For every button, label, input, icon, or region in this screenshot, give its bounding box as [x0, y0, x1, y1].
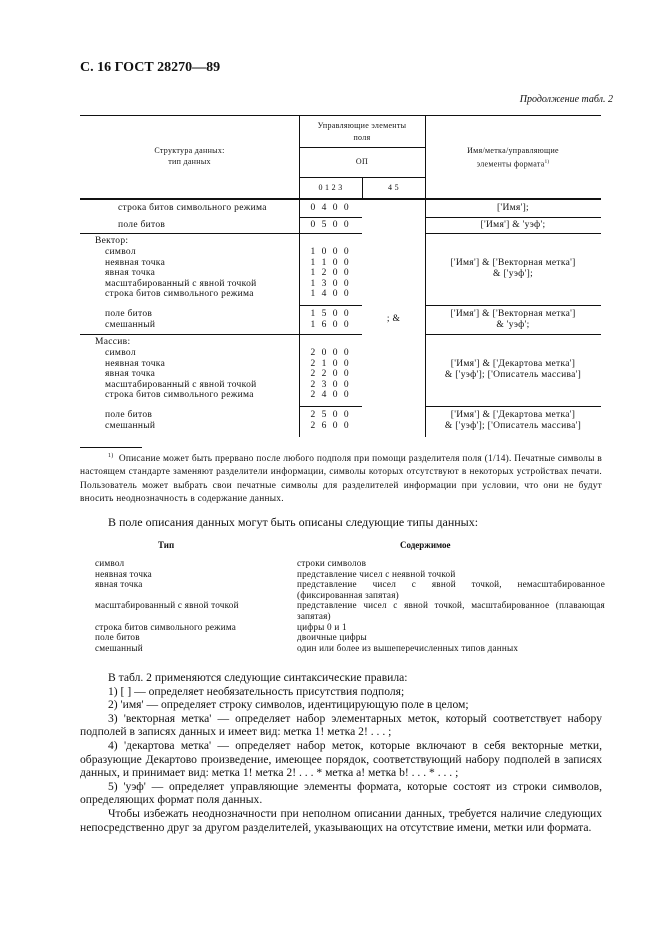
row-rule: [425, 406, 601, 407]
array-types-1: символ неявная точка явная точка масштабированный с явной точкой строка битов символьного режима: [105, 348, 257, 401]
array-codes-2: 2 5 0 0 2 6 0 0: [310, 410, 351, 431]
rule-item: 2) 'имя' — определяет строку символов, идентицирующую поле в целом;: [108, 698, 469, 712]
rule-item: 4) 'декартова метка' — определяет набор меток, которые включают в себя векторные метки, образующие Декартово произведение, имеющее порядок, соответствующий набору подполей в записях данных, и принимает вид: метка 1! метка 2! . . . * метка а! метка b! . . . * . . . ;: [80, 738, 602, 780]
vector-format-2: ['Имя'] & ['Векторная метка'] & 'уэф';: [450, 309, 576, 330]
types-row: смешанный один или более из вышеперечисленных типов данных: [95, 642, 519, 653]
page-header: С. 16 ГОСТ 28270—89: [80, 60, 221, 75]
row-format: ['Имя'] & 'уэф';: [480, 220, 546, 230]
types-row: символ строки символов: [95, 558, 367, 568]
array-format-2: ['Имя'] & ['Декартова метка'] & ['уэф']; ['Описатель массива']: [444, 410, 582, 431]
header-field-controls: Управляющие элементы поля: [317, 121, 407, 142]
header-op: ОП: [355, 157, 369, 166]
types-row: масштабированный с явной точкой представление чисел с явной точкой, масштабированное (плавающая запятая): [95, 600, 605, 621]
vector-codes-2: 1 5 0 0 1 6 0 0: [310, 309, 351, 330]
table-continuation-label: Продолжение табл. 2: [519, 94, 613, 105]
footnote-rule: [80, 447, 142, 448]
types-row: поле битов двоичные цифры: [95, 632, 367, 643]
header-bottom-rule: [80, 198, 601, 200]
vector-format-1: ['Имя'] & ['Векторная метка'] & ['уэф'];: [450, 258, 576, 279]
separator-cell: ; &: [386, 314, 401, 324]
footnote: $^{1)}$ Описание может быть прервано после любого подполя при помощи разделителя поля (1/14). Печатные символы в настоящем стандарте заменяют разделители информации, символы которых отсутствуют в некоторых устройствах печати. Пользователь может выбрать свои печатные символы для разделителей информации при условии, что они не будут вносить неоднозначность в содержание данных.: [80, 453, 602, 504]
types-intro: В поле описания данных могут быть описаны следующие типы данных:: [108, 515, 479, 529]
rule-item: 5) 'уэф' — определяет управляющие элементы формата, которые состоят из строки символов, определяющих формат поля данных.: [80, 779, 602, 807]
rule-item: 1) [ ] — определяет необязательность присутствия подполя;: [108, 684, 405, 698]
row-rule: [299, 406, 362, 407]
array-title: Массив:: [95, 337, 131, 347]
row-format: ['Имя'];: [496, 203, 530, 213]
row-type: поле битов: [118, 220, 166, 230]
types-row: явная точка представление чисел с явной точкой, немасштабированное (фиксированная запятая): [95, 579, 605, 600]
types-header-type: Тип: [158, 540, 175, 550]
row-rule: [425, 334, 601, 335]
header-op-45: 4 5: [388, 183, 399, 192]
rules-intro: В табл. 2 применяются следующие синтаксические правила:: [108, 671, 408, 684]
vector-types-2: поле битов смешанный: [105, 309, 156, 330]
header-structure: Структура данных: тип данных: [154, 146, 225, 166]
row-type: строка битов символьного режима: [118, 203, 267, 213]
header-rule: [299, 147, 425, 148]
header-rule: [299, 177, 425, 178]
array-types-2: поле битов смешанный: [105, 410, 156, 431]
types-row: строка битов символьного режима цифры 0 и 1: [95, 621, 347, 632]
array-format-1: ['Имя'] & ['Декартова метка'] & ['уэф']; ['Описатель массива']: [444, 359, 582, 380]
row-code: 0 5 0 0: [310, 220, 351, 230]
vector-types-1: символ неявная точка явная точка масштабированный с явной точкой строка битов символьного режима: [105, 247, 257, 300]
row-rule: [425, 305, 601, 306]
row-rule: [425, 233, 601, 234]
header-op-0123: 0 1 2 3: [318, 183, 343, 192]
closing-paragraph: Чтобы избежать неоднозначности при неполном описании данных, требуется наличие следующих непосредственно друг за другом разделителей, указывающих на отсутствие имени, метки или формата.: [80, 806, 602, 834]
table-top-rule: [80, 115, 601, 116]
row-code: 0 4 0 0: [310, 203, 351, 213]
row-rule: [299, 217, 362, 218]
syntax-rules: [80, 671, 602, 834]
row-rule: [299, 305, 362, 306]
types-header-content: Содержимое: [400, 540, 451, 550]
types-table: [95, 558, 605, 653]
row-rule: [425, 217, 601, 218]
vector-codes-1: 1 0 0 0 1 1 0 0 1 2 0 0 1 3 0 0 1 4 0 0: [310, 247, 351, 300]
row-rule: [80, 233, 362, 234]
types-row: неявная точка представление чисел с неявной точкой: [95, 568, 456, 579]
rule-item: 3) 'векторная метка' — определяет набор элементарных меток, который соответствует набору подполей в записях данных и имеет вид: метка 1! метка 2! . . . ;: [80, 711, 602, 739]
vector-title: Вектор:: [95, 236, 129, 246]
row-rule: [80, 334, 362, 335]
header-name-label: Имя/метка/управляющие элементы формата$^{1)}$: [467, 146, 559, 169]
array-codes-1: 2 0 0 0 2 1 0 0 2 2 0 0 2 3 0 0 2 4 0 0: [310, 348, 351, 401]
